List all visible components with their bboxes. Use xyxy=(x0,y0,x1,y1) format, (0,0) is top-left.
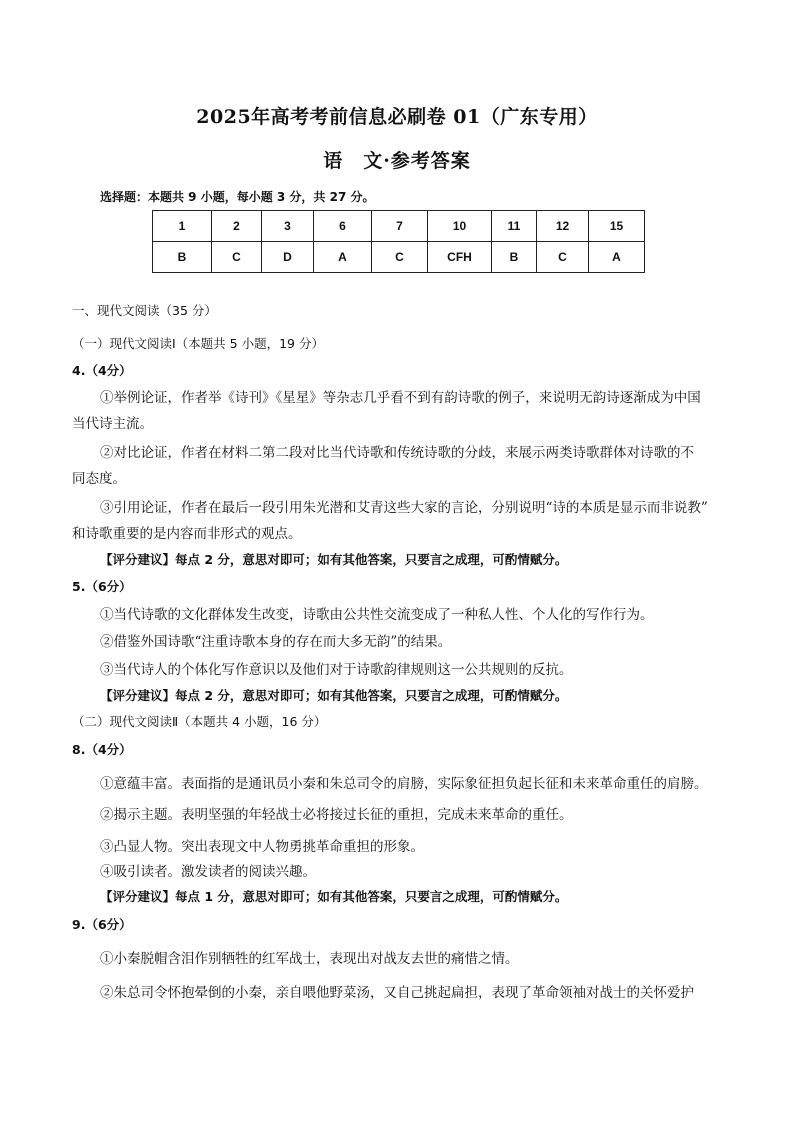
answer-cell: A xyxy=(589,242,645,273)
q8-point-1: ①意蕴丰富。表面指的是通讯员小秦和朱总司令的肩膀，实际象征担负起长征和未来革命重任的肩膀。 xyxy=(100,776,708,792)
page-subtitle: 语 文·参考答案 xyxy=(323,150,471,172)
answer-cell: C xyxy=(537,242,589,273)
question-number-cell: 3 xyxy=(262,211,314,242)
q8-point-4: ④吸引读者。激发读者的阅读兴趣。 xyxy=(100,864,316,880)
q8-scoring-note: 【评分建议】每点 1 分，意思对即可；如有其他答案，只要言之成理，可酌情赋分。 xyxy=(100,889,568,904)
question-9-heading: 9.（6分） xyxy=(72,917,132,932)
question-number-cell: 15 xyxy=(589,211,645,242)
q8-point-3: ③凸显人物。突出表现文中人物勇挑革命重担的形象。 xyxy=(100,839,424,855)
q4-point-2-line-1: ②对比论证，作者在材料二第二段对比当代诗歌和传统诗歌的分歧，来展示两类诗歌群体对诗歌的不 xyxy=(100,445,694,461)
q5-point-3: ③当代诗人的个体化写作意识以及他们对于诗歌韵律规则这一公共规则的反抗。 xyxy=(100,662,573,678)
answer-table-answer-row xyxy=(153,242,645,273)
q5-scoring-note: 【评分建议】每点 2 分，意思对即可；如有其他答案，只要言之成理，可酌情赋分。 xyxy=(100,688,568,703)
question-4-heading: 4.（4分） xyxy=(72,363,132,378)
q4-point-3-line-1: ③引用论证，作者在最后一段引用朱光潜和艾青这些大家的言论，分别说明“诗的本质是显示而非说教” xyxy=(100,500,708,516)
question-number-cell: 11 xyxy=(492,211,537,242)
answer-cell: A xyxy=(314,242,372,273)
question-5-heading: 5.（6分） xyxy=(72,579,132,594)
q4-point-1-line-1: ①举例论证，作者举《诗刊》《星星》等杂志几乎看不到有韵诗歌的例子，来说明无韵诗逐渐成为中国 xyxy=(100,390,701,406)
answer-table xyxy=(152,210,645,273)
question-number-cell: 2 xyxy=(212,211,262,242)
subsection-heading-reading-2: （二）现代文阅读Ⅱ（本题共 4 小题，16 分） xyxy=(72,714,327,729)
subsection-heading-reading-1: （一）现代文阅读Ⅰ（本题共 5 小题，19 分） xyxy=(72,336,324,351)
q9-point-1: ①小秦脱帽含泪作别牺牲的红军战士，表现出对战友去世的痛惜之情。 xyxy=(100,951,519,967)
multiple-choice-intro: 选择题：本题共 9 小题，每小题 3 分，共 27 分。 xyxy=(100,190,375,204)
answer-cell: B xyxy=(153,242,212,273)
q4-point-1-line-2: 当代诗主流。 xyxy=(72,416,153,432)
q4-point-2-line-2: 同态度。 xyxy=(72,471,126,487)
page-title: 2025年高考考前信息必刷卷 01（广东专用） xyxy=(196,106,598,128)
answer-cell: C xyxy=(372,242,428,273)
q5-point-1: ①当代诗歌的文化群体发生改变，诗歌由公共性交流变成了一种私人性、个人化的写作行为。 xyxy=(100,607,654,623)
q4-scoring-note: 【评分建议】每点 2 分，意思对即可；如有其他答案，只要言之成理，可酌情赋分。 xyxy=(100,552,568,567)
answer-cell: C xyxy=(212,242,262,273)
question-number-cell: 12 xyxy=(537,211,589,242)
section-heading-modern-reading: 一、现代文阅读（35 分） xyxy=(72,303,217,318)
question-number-cell: 6 xyxy=(314,211,372,242)
q4-point-3-line-2: 和诗歌重要的是内容而非形式的观点。 xyxy=(72,526,302,542)
answer-table-question-row xyxy=(153,211,645,242)
question-number-cell: 1 xyxy=(153,211,212,242)
answer-cell: B xyxy=(492,242,537,273)
q5-point-2: ②借鉴外国诗歌“注重诗歌本身的存在而大多无韵”的结果。 xyxy=(100,634,452,650)
question-8-heading: 8.（4分） xyxy=(72,742,132,757)
question-number-cell: 7 xyxy=(372,211,428,242)
answer-cell: CFH xyxy=(428,242,492,273)
question-number-cell: 10 xyxy=(428,211,492,242)
q9-point-2: ②朱总司令怀抱晕倒的小秦，亲自喂他野菜汤，又自己挑起扁担，表现了革命领袖对战士的关怀爱护 xyxy=(100,985,694,1001)
answer-cell: D xyxy=(262,242,314,273)
q8-point-2: ②揭示主题。表明坚强的年轻战士必将接过长征的重担，完成未来革命的重任。 xyxy=(100,807,573,823)
